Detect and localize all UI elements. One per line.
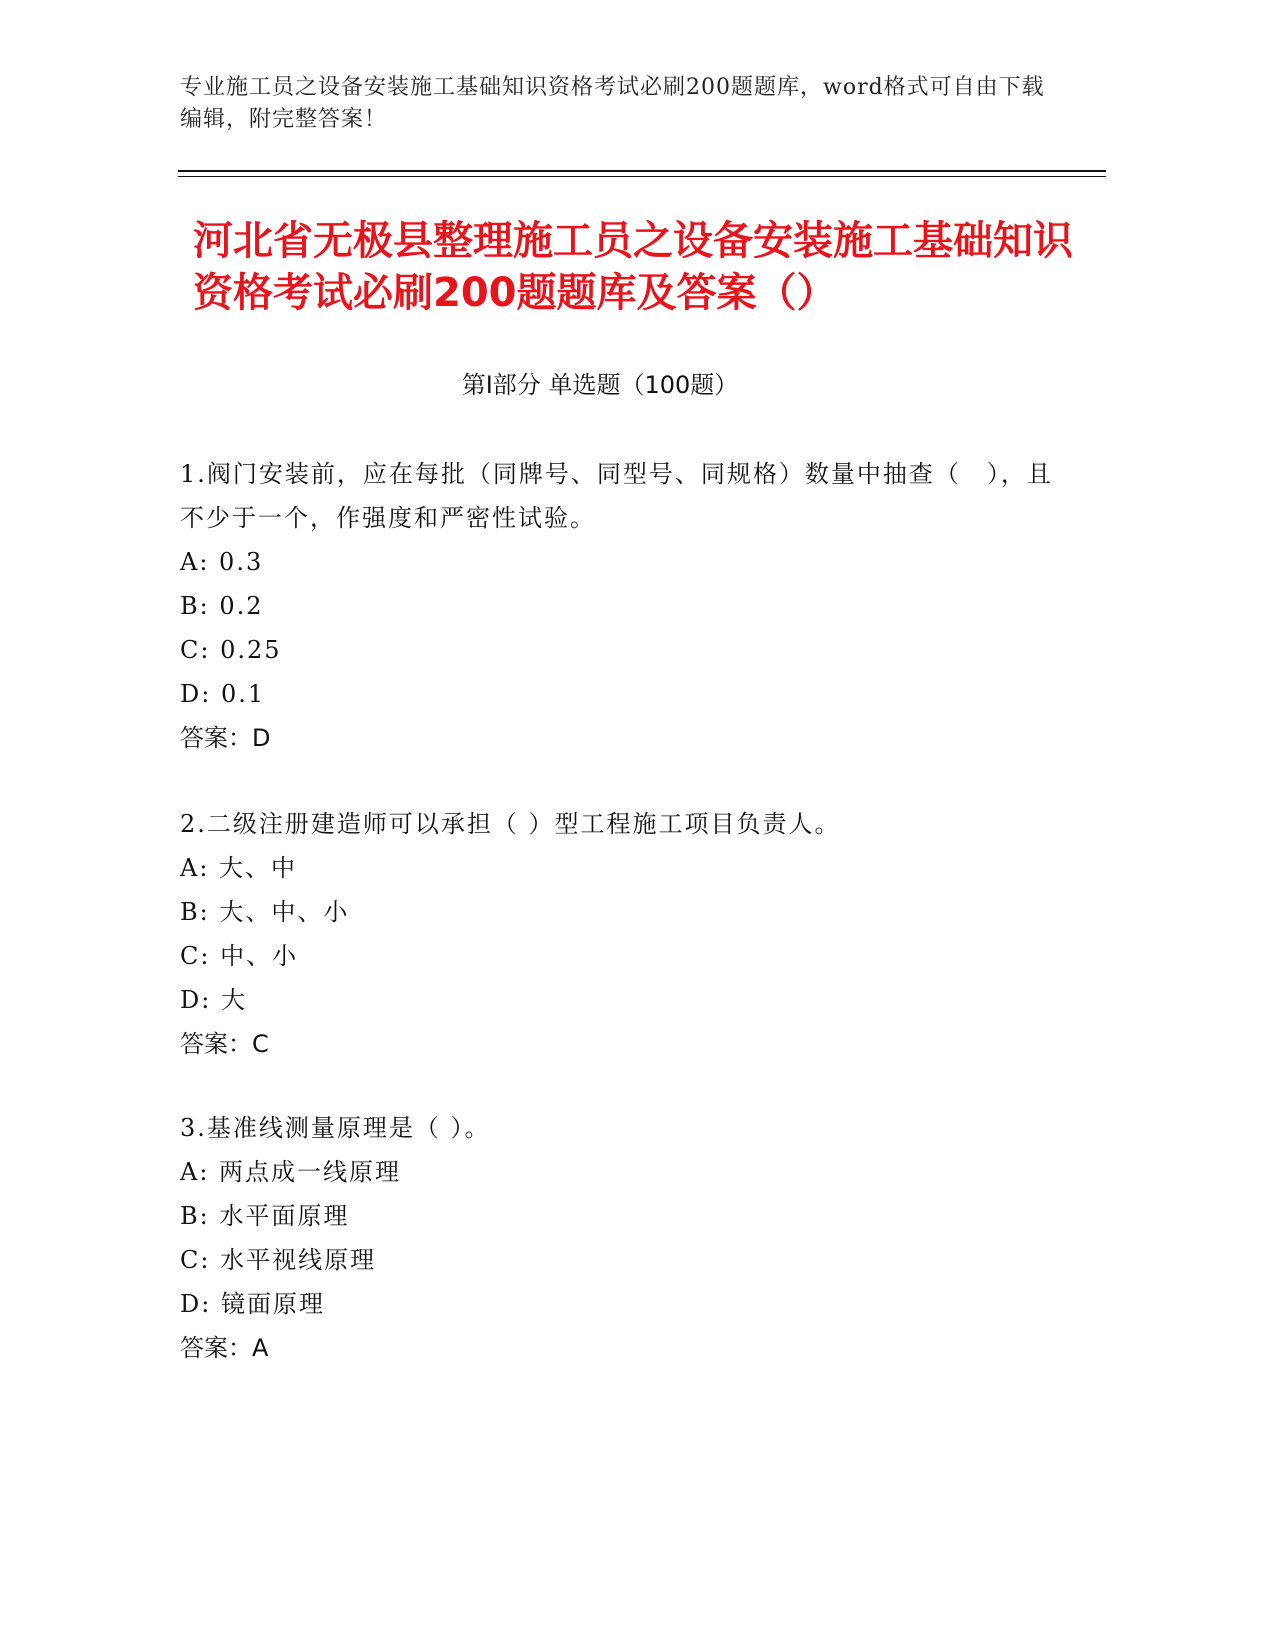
section-title: 第Ⅰ部分 单选题（100题） xyxy=(461,371,739,399)
option-b: B: 0.2 xyxy=(180,592,264,620)
option-b: B: 大、中、小 xyxy=(180,898,350,926)
answer: 答案：C xyxy=(180,1030,269,1058)
question-stem: 3.基准线测量原理是（ ）。 xyxy=(180,1114,491,1142)
question-stem: 1.阀门安装前，应在每批（同牌号、同型号、同规格）数量中抽查（ ），且不少于一个，作强度和严密性试验。 xyxy=(180,460,1053,532)
option-c: C: 水平视线原理 xyxy=(180,1246,377,1274)
header-note: 专业施工员之设备安装施工基础知识资格考试必刷200题题库，word格式可自由下载编辑，附完整答案！ xyxy=(180,75,1045,132)
answer: 答案：D xyxy=(180,724,271,752)
option-d: D: 0.1 xyxy=(180,680,266,708)
answer: 答案：A xyxy=(180,1334,269,1362)
option-a: A: 大、中 xyxy=(180,854,298,882)
option-c: C: 0.25 xyxy=(180,636,282,664)
header-divider-thick xyxy=(178,170,1106,172)
option-c: C: 中、小 xyxy=(180,942,299,970)
document-title: 河北省无极县整理施工员之设备安装施工基础知识资格考试必刷200题题库及答案（） xyxy=(193,218,1073,316)
question-3 xyxy=(180,1106,1060,1370)
option-d: D: 镜面原理 xyxy=(180,1290,325,1318)
option-a: A: 两点成一线原理 xyxy=(180,1158,402,1186)
option-b: B: 水平面原理 xyxy=(180,1202,350,1230)
option-a: A: 0.3 xyxy=(180,548,264,576)
header-divider-thin xyxy=(178,176,1106,177)
option-d: D: 大 xyxy=(180,986,247,1014)
question-1 xyxy=(180,452,1060,760)
question-2 xyxy=(180,802,1060,1066)
question-stem: 2.二级注册建造师可以承担（ ）型工程施工项目负责人。 xyxy=(180,810,841,838)
